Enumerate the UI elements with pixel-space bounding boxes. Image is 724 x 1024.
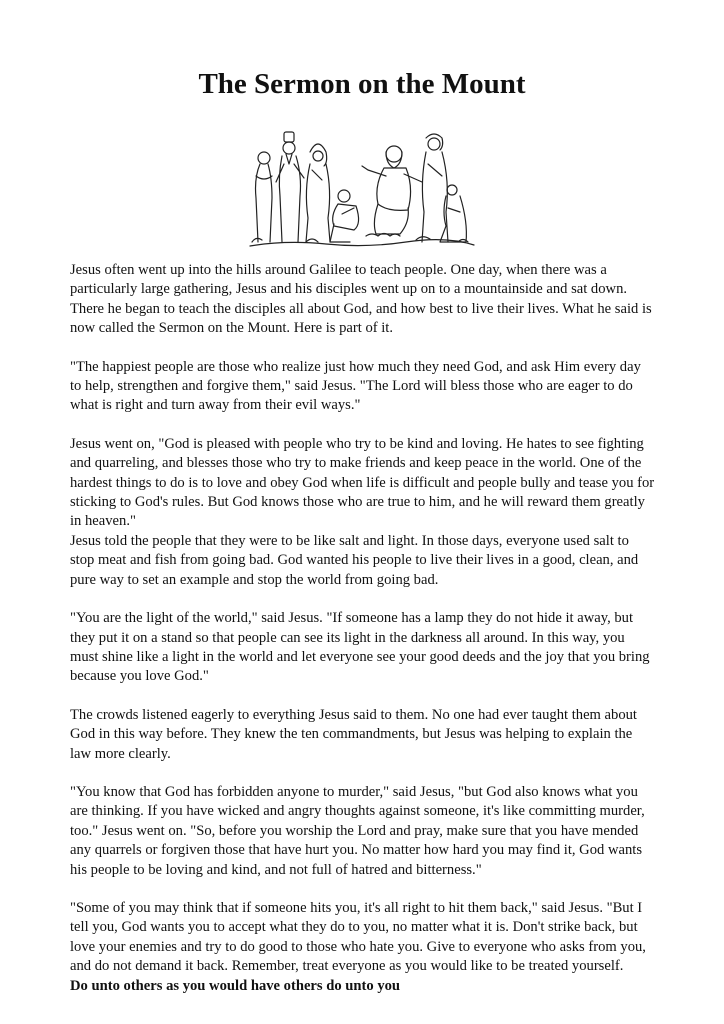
paragraph-murder: "You know that God has forbidden anyone to murder," said Jesus, "but God also knows what you are thinking. If you have wicked and angry thoughts against someone, it's like committing murder, too." Jesus went on. "So, before you worship the Lord and pray, make sure that you have mended any quarrels or forgiven those that have hurt you. No matter how hard you may find it, God wants his people to be loving and kind, and not full of hatred and bitterness.": [70, 783, 645, 878]
paragraph-kind-and-loving: Jesus went on, "God is pleased with people who try to be kind and loving. He hates to see fighting and quarreling, and blesses those who try to make friends and keep peace in the world. One of the hardest things to do is to love and obey God when life is difficult and people bully and tease you for sticking to God's rules. But God knows those who are true to him, and he will reward them greatly in heaven.": [70, 435, 655, 530]
paragraph-crowds: The crowds listened eagerly to everything Jesus said to them. No one had ever taught them about God in this way before. They knew the ten commandments, but Jesus was helping to explain the law more clearly.: [70, 706, 637, 762]
paragraph-light-of-world: "You are the light of the world," said Jesus. "If someone has a lamp they do not hide it away, but they put it on a stand so that people can see its light in the darkness all around. In this way, you must shine like a light in the world and let everyone see your good deeds and the joy that you bring because you love God.": [70, 610, 650, 685]
paragraph-happiest: "The happiest people are those who realize just how much they need God, and ask Him every day to help, strengthen and forgive them," said Jesus. "The Lord will bless those who are eager to do what is right and turn away from their evil ways.": [70, 358, 641, 414]
page-title: The Sermon on the Mount: [198, 68, 526, 100]
paragraph-hit-back: "Some of you may think that if someone hits you, it's all right to hit them back," said Jesus. "But I tell you, God wants you to accept what they do to you, no matter what it is. Don't strike back, but love your enemies and try to do good to those who hate you. Give to everyone who asks from you, and do not demand it back. Remember, treat everyone as you would like to be treated yourself.: [70, 899, 646, 975]
story-text: [70, 261, 670, 996]
paragraph-intro: Jesus often went up into the hills around Galilee to teach people. One day, when there was a particularly large gathering, Jesus and his disciples went up on to a mountainside and sat down. There he began to teach the disciples all about God, and how best to live their lives. What he said is now called the Sermon on the Mount. Here is part of it.: [70, 262, 652, 337]
closing-line: Do unto others as you would have others do unto you: [70, 977, 401, 994]
jesus-teaching-illustration: [246, 124, 478, 252]
paragraph-salt-and-light: Jesus told the people that they were to be like salt and light. In those days, everyone used salt to stop meat and fish from going bad. God wanted his people to live their lives in a good, clean, and pure way to set an example and stop the world from going bad.: [70, 532, 639, 588]
